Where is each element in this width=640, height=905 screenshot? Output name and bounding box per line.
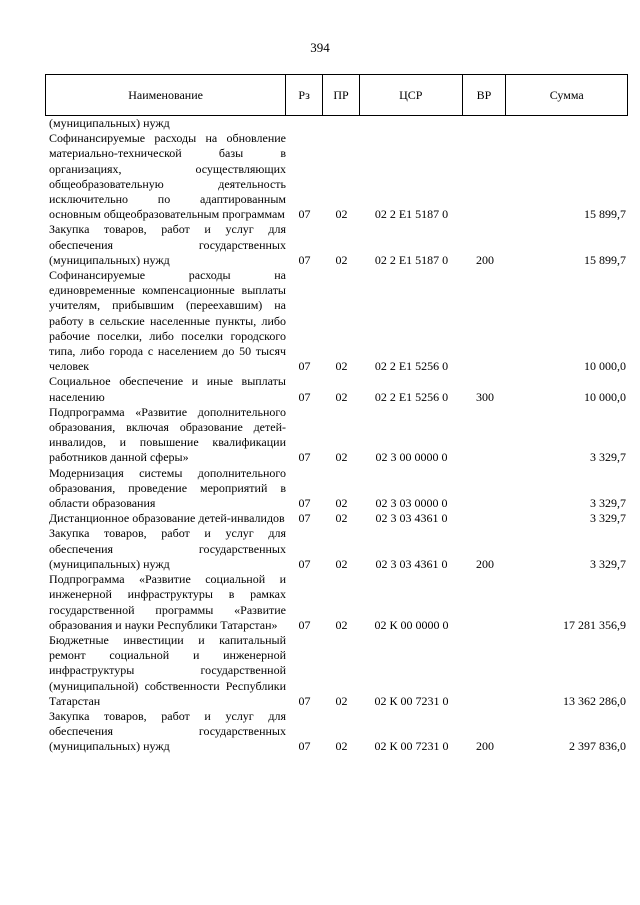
table-row	[45, 511, 628, 526]
cell-pr: 02	[335, 693, 348, 708]
cell-rz: 07	[298, 389, 311, 404]
cell-pr: 02	[335, 617, 348, 632]
cell-sum: 10 000,0	[584, 389, 626, 404]
cell-pr: 02	[335, 252, 348, 267]
header-sum: Сумма	[549, 87, 584, 102]
cell-name: Закупка товаров, работ и услуг для обеспечения государственных (муниципальных) нужд	[49, 222, 286, 267]
cell-rz: 07	[298, 556, 311, 571]
header-name: Наименование	[46, 75, 286, 115]
cell-pr: 02	[335, 739, 348, 754]
table-row	[45, 709, 628, 755]
cell-pr: 02	[335, 359, 348, 374]
header-vr: ВР	[463, 75, 507, 115]
cell-csr: 02 3 03 0000 0	[375, 496, 448, 511]
cell-name: Дистанционное образование детей-инвалидов	[49, 511, 285, 526]
table-row	[45, 116, 628, 131]
cell-pr: 02	[335, 556, 348, 571]
cell-pr: 02	[335, 511, 348, 526]
cell-rz: 07	[298, 359, 311, 374]
cell-name: Софинансируемые расходы на единовременные компенсационные выплаты учителям, прибывшим (переехавшим) на работу в сельские населенные пункты, либо рабочие поселки, либо поселки городского типа, либо города с населением до 50 тысяч человек	[49, 268, 286, 374]
cell-name: Социальное обеспечение и иные выплаты населению	[49, 374, 286, 404]
cell-csr: 02 3 03 4361 0	[375, 511, 448, 526]
cell-sum: 3 329,7	[590, 556, 626, 571]
cell-vr: 200	[476, 739, 494, 754]
cell-name: Модернизация системы дополнительного образования, проведение мероприятий в области образования	[49, 465, 286, 511]
cell-rz: 07	[298, 207, 311, 222]
cell-sum: 10 000,0	[584, 359, 626, 374]
cell-sum: 17 281 356,9	[563, 617, 626, 632]
table-row	[45, 131, 628, 222]
cell-rz: 07	[298, 252, 311, 267]
cell-csr: 02 К 00 7231 0	[374, 693, 449, 708]
cell-name: Подпрограмма «Развитие дополнительного образования, включая образование детей-инвалидов, и повышение квалификации работников данной сферы»	[49, 404, 286, 465]
table-row	[45, 633, 628, 709]
cell-rz: 07	[298, 617, 311, 632]
cell-csr: 02 2 E1 5256 0	[374, 359, 449, 374]
cell-sum: 3 329,7	[590, 511, 626, 526]
cell-vr: 200	[476, 556, 494, 571]
cell-pr: 02	[335, 207, 348, 222]
cell-rz: 07	[298, 511, 311, 526]
cell-csr: 02 3 03 4361 0	[375, 556, 448, 571]
table-header	[45, 74, 628, 116]
cell-csr: 02 2 E1 5187 0	[374, 252, 449, 267]
table-row	[45, 572, 628, 633]
cell-pr: 02	[335, 496, 348, 511]
cell-csr: 02 3 00 0000 0	[375, 450, 448, 465]
header-rz: Рз	[286, 75, 323, 115]
table-row	[45, 405, 628, 466]
table-row	[45, 466, 628, 512]
cell-sum: 15 899,7	[584, 207, 626, 222]
cell-sum: 15 899,7	[584, 252, 626, 267]
cell-vr: 200	[476, 252, 494, 267]
table-row	[45, 374, 628, 404]
table-row	[45, 222, 628, 268]
cell-pr: 02	[335, 389, 348, 404]
cell-sum: 3 329,7	[590, 450, 626, 465]
header-csr: ЦСР	[360, 75, 463, 115]
cell-name: Софинансируемые расходы на обновление материально-технической базы в организациях, осуществляющих общеобразовательную деятельность исключительно по адаптированным основным общеобразовательным программам	[49, 131, 286, 222]
cell-name: Бюджетные инвестиции и капитальный ремонт социальной и инженерной инфраструктуры государственной (муниципальной) собственности Республики Татарстан	[49, 632, 286, 708]
cell-name: (муниципальных) нужд	[49, 116, 170, 130]
budget-table	[45, 74, 628, 755]
table-row	[45, 268, 628, 374]
cell-rz: 07	[298, 739, 311, 754]
cell-pr: 02	[335, 450, 348, 465]
table-row	[45, 526, 628, 572]
cell-csr: 02 2 E1 5187 0	[374, 207, 449, 222]
cell-name: Подпрограмма «Развитие социальной и инженерной инфраструктуры в рамках государственной программы «Развитие образования и науки Республики Татарстан»	[49, 572, 286, 632]
cell-sum: 2 397 836,0	[569, 739, 626, 754]
cell-rz: 07	[298, 693, 311, 708]
cell-rz: 07	[298, 496, 311, 511]
cell-csr: 02 К 00 0000 0	[374, 617, 449, 632]
cell-sum: 13 362 286,0	[563, 693, 626, 708]
cell-rz: 07	[298, 450, 311, 465]
cell-sum: 3 329,7	[590, 496, 626, 511]
table-body	[45, 116, 628, 755]
cell-vr: 300	[476, 389, 494, 404]
cell-csr: 02 2 E1 5256 0	[374, 389, 449, 404]
page-number: 394	[310, 40, 330, 55]
cell-csr: 02 К 00 7231 0	[374, 739, 449, 754]
header-pr: ПР	[323, 75, 360, 115]
cell-name: Закупка товаров, работ и услуг для обеспечения государственных (муниципальных) нужд	[49, 526, 286, 571]
cell-name: Закупка товаров, работ и услуг для обеспечения государственных (муниципальных) нужд	[49, 708, 286, 754]
